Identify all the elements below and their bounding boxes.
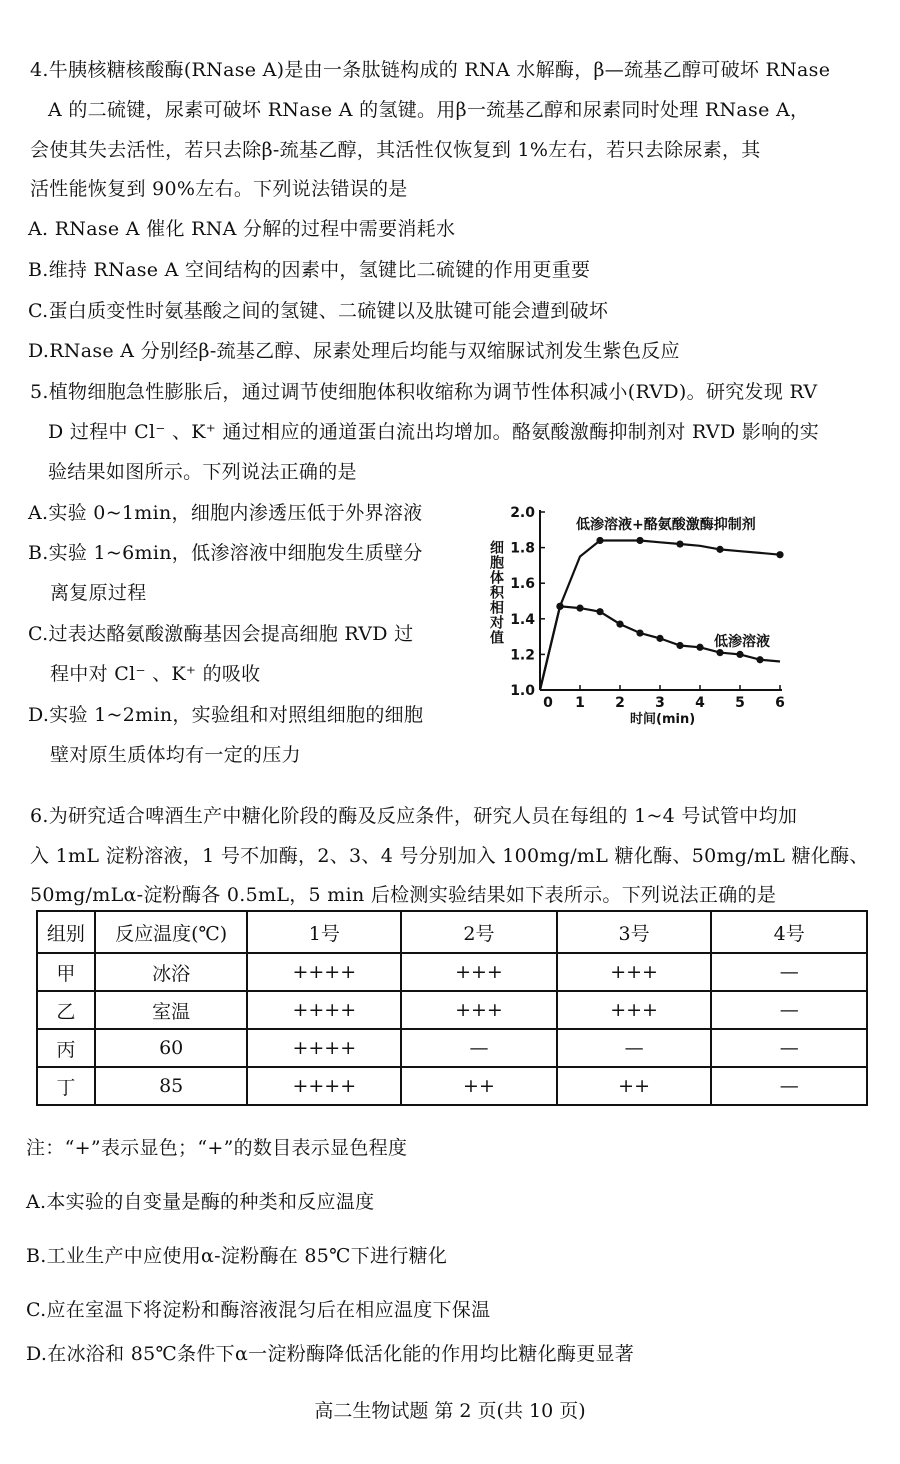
q6-option-b: B.工业生产中应使用α-淀粉酶在 85℃下进行糖化 — [26, 1245, 448, 1267]
y-tick-label: 1.8 — [510, 540, 535, 557]
table-header-row — [37, 911, 867, 953]
table-cell: 85 — [95, 1067, 248, 1105]
q6-stem-line-1: 6.为研究适合啤酒生产中糖化阶段的酶及反应条件，研究人员在每组的 1~4 号试管中均加 — [30, 805, 798, 827]
header-tube-4: 4号 — [711, 911, 867, 953]
series-point — [656, 635, 663, 642]
table-cell: ++ — [557, 1067, 712, 1105]
table-cell: ++++ — [247, 991, 401, 1029]
series-point — [596, 608, 603, 615]
table-cell: 丁 — [37, 1067, 95, 1105]
table-cell: 甲 — [37, 953, 95, 991]
header-temperature: 反应温度(℃) — [95, 911, 248, 953]
q4-stem-line-2: A 的二硫键，尿素可破坏 RNase A 的氢键。用β一巯基乙醇和尿素同时处理 RNase A， — [48, 99, 810, 121]
table-cell: — — [711, 953, 867, 991]
q5-option-d-cont: 壁对原生质体均有一定的压力 — [50, 744, 301, 766]
table-cell: +++ — [401, 991, 557, 1029]
series-point — [716, 649, 723, 656]
table-row — [37, 991, 867, 1029]
header-tube-2: 2号 — [401, 911, 557, 953]
q5-stem-line-1: 5.植物细胞急性膨胀后，通过调节使细胞体积收缩称为调节性体积减小(RVD)。研究发现 RV — [30, 381, 818, 403]
q5-option-c-cont: 程中对 Cl⁻ 、K⁺ 的吸收 — [50, 663, 261, 685]
y-tick-label: 1.0 — [510, 683, 535, 699]
series-label-inhibitor: 低渗溶液+酪氨酸激酶抑制剂 — [576, 517, 756, 533]
table-row — [37, 1067, 867, 1105]
x-tick-label: 4 — [695, 695, 705, 711]
q4-stem-line-3: 会使其失去活性，若只去除β-巯基乙醇，其活性仅恢复到 1%左右，若只去除尿素，其 — [30, 139, 761, 161]
series-point — [696, 644, 703, 651]
series-line-0 — [540, 541, 780, 691]
q4-option-a: A. RNase A 催化 RNA 分解的过程中需要消耗水 — [28, 218, 456, 240]
header-group: 组别 — [37, 911, 95, 953]
series-point — [556, 603, 563, 610]
series-point — [756, 656, 763, 663]
x-tick-label: 1 — [575, 695, 585, 711]
page-footer: 高二生物试题 第 2 页(共 10 页) — [314, 1400, 586, 1422]
x-tick-label: 5 — [735, 695, 745, 711]
q5-option-b: B.实验 1~6min，低渗溶液中细胞发生质壁分 — [28, 542, 423, 564]
table-cell: 丙 — [37, 1029, 95, 1067]
table-cell: +++ — [557, 991, 712, 1029]
chart-y-label: 细胞体积相对值 — [488, 540, 504, 645]
table-cell: — — [711, 1029, 867, 1067]
q5-option-b-cont: 离复原过程 — [50, 582, 147, 604]
series-point — [736, 651, 743, 658]
series-point — [676, 642, 683, 649]
table-cell: 乙 — [37, 991, 95, 1029]
chart-axes — [540, 510, 782, 690]
q5-option-c: C.过表达酪氨酸激酶基因会提高细胞 RVD 过 — [28, 623, 414, 645]
series-point — [676, 540, 683, 547]
series-label-hypotonic: 低渗溶液 — [714, 634, 770, 650]
table-row — [37, 1029, 867, 1067]
table-cell: +++ — [401, 953, 557, 991]
q6-stem-line-2: 入 1mL 淀粉溶液，1 号不加酶，2、3、4 号分别加入 100mg/mL 糖化酶、50mg/mL 糖化酶、 — [30, 845, 869, 867]
y-tick-label: 1.2 — [510, 647, 535, 664]
chart-ticks — [510, 505, 785, 711]
q4-option-b: B.维持 RNase A 空间结构的因素中，氢键比二硫键的作用更重要 — [28, 259, 591, 281]
y-tick-label: 2.0 — [510, 505, 535, 521]
table-cell: 60 — [95, 1029, 248, 1067]
table-cell: — — [711, 991, 867, 1029]
x-tick-label: 3 — [655, 695, 665, 711]
y-tick-label: 1.4 — [510, 611, 535, 628]
q5-stem-line-3: 验结果如图所示。下列说法正确的是 — [48, 461, 357, 483]
series-point — [636, 537, 643, 544]
q4-stem-line-4: 活性能恢复到 90%左右。下列说法错误的是 — [30, 178, 408, 200]
results-table — [36, 910, 868, 1106]
q5-stem-line-2: D 过程中 Cl⁻ 、K⁺ 通过相应的通道蛋白流出均增加。酪氨酸激酶抑制剂对 RVD 影响的实 — [48, 421, 820, 443]
chart-series — [540, 537, 784, 690]
table-cell: — — [401, 1029, 557, 1067]
table-cell: 室温 — [95, 991, 248, 1029]
table-cell: — — [557, 1029, 712, 1067]
header-tube-3: 3号 — [557, 911, 712, 953]
q6-option-d: D.在冰浴和 85℃条件下α一淀粉酶降低活化能的作用均比糖化酶更显著 — [26, 1343, 635, 1365]
series-point — [576, 605, 583, 612]
chart-x-label: 时间(min) — [630, 712, 696, 727]
q6-option-a: A.本实验的自变量是酶的种类和反应温度 — [26, 1191, 375, 1213]
table-cell: ++++ — [247, 1029, 401, 1067]
q6-note: 注：“+”表示显色；“+”的数目表示显色程度 — [26, 1137, 408, 1159]
series-point — [776, 551, 783, 558]
table-cell: ++ — [401, 1067, 557, 1105]
x-tick-label: 6 — [775, 695, 785, 711]
q4-stem-line-1: 4.牛胰核糖核酸酶(RNase A)是由一条肽链构成的 RNA 水解酶，β—巯基乙醇可破坏 RNase — [30, 59, 831, 81]
x-tick-label: 0 — [543, 695, 553, 711]
series-point — [616, 621, 623, 628]
q4-option-d: D.RNase A 分别经β-巯基乙醇、尿素处理后均能与双缩脲试剂发生紫色反应 — [28, 340, 680, 362]
table-cell: +++ — [557, 953, 712, 991]
table-row — [37, 953, 867, 991]
q4-option-c: C.蛋白质变性时氨基酸之间的氢键、二硫键以及肽键可能会遭到破坏 — [28, 300, 609, 322]
table-cell: — — [711, 1067, 867, 1105]
table-cell: ++++ — [247, 1067, 401, 1105]
q5-option-a: A.实验 0~1min，细胞内渗透压低于外界溶液 — [28, 502, 423, 524]
y-tick-label: 1.6 — [510, 576, 535, 593]
table-cell: ++++ — [247, 953, 401, 991]
x-tick-label: 2 — [615, 695, 625, 711]
series-point — [596, 537, 603, 544]
q6-stem-line-3: 50mg/mLα-淀粉酶各 0.5mL，5 min 后检测实验结果如下表所示。下列说法正确的是 — [30, 884, 777, 906]
table-cell: 冰浴 — [95, 953, 248, 991]
series-point — [716, 546, 723, 553]
series-point — [636, 629, 643, 636]
cell-volume-chart — [470, 495, 800, 740]
header-tube-1: 1号 — [247, 911, 401, 953]
q6-option-c: C.应在室温下将淀粉和酶溶液混匀后在相应温度下保温 — [26, 1299, 491, 1321]
q5-option-d: D.实验 1~2min，实验组和对照组细胞的细胞 — [28, 704, 424, 726]
